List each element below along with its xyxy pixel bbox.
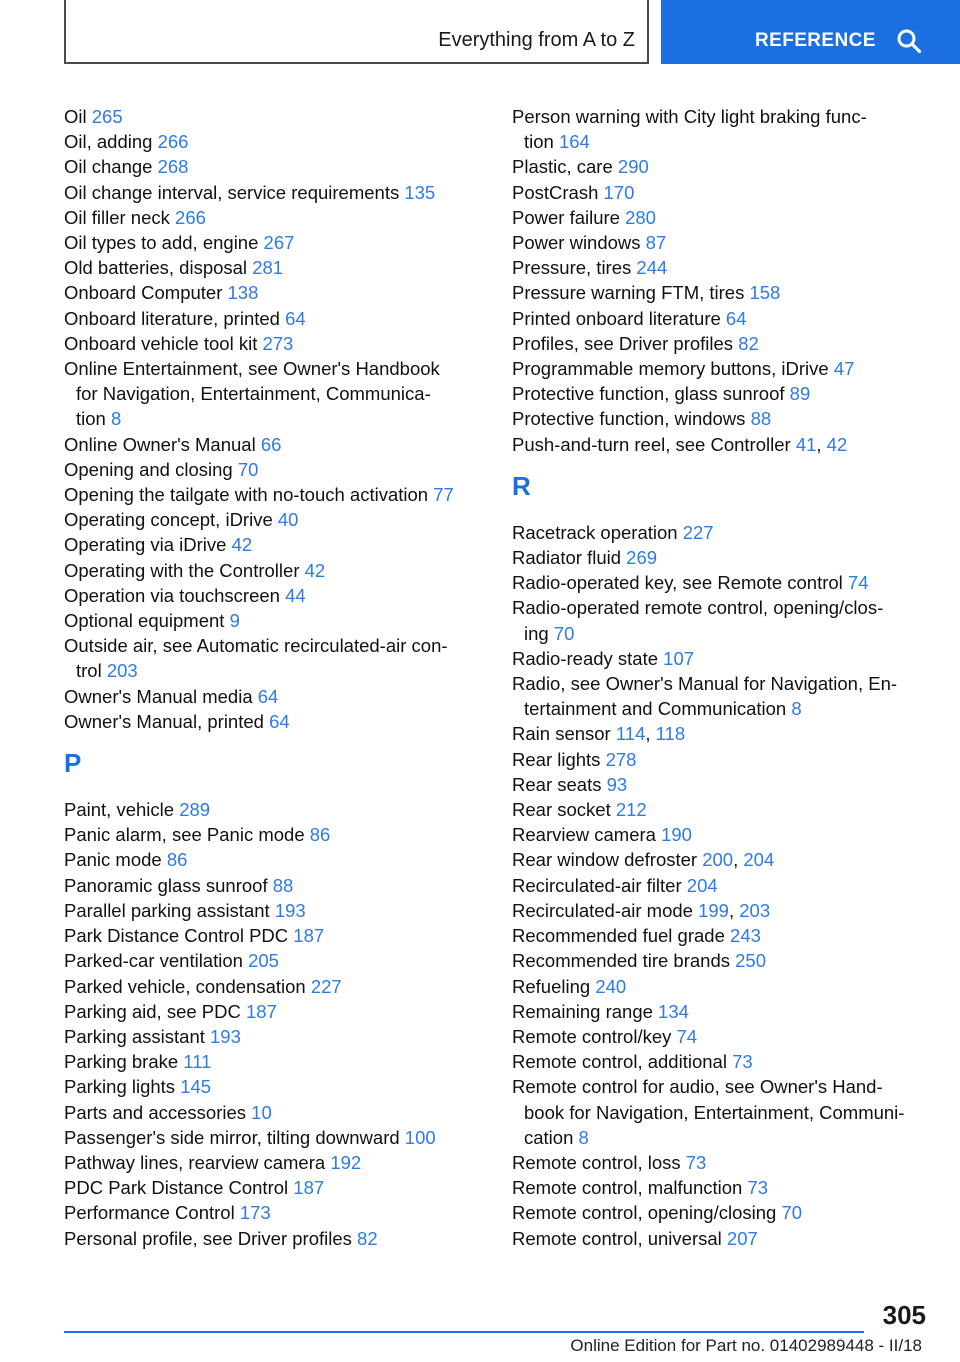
page-link[interactable]: 10 — [251, 1101, 272, 1123]
entry-text: Operation via touchscreen — [64, 584, 280, 606]
page-link[interactable]: 73 — [732, 1051, 753, 1073]
page-link[interactable]: 41 — [795, 433, 817, 455]
entry-text: Park Distance Control PDC — [64, 925, 289, 947]
page-link[interactable]: 193 — [210, 1025, 241, 1047]
entry-text: Radio-operated remote control, opening/clos- — [512, 597, 884, 619]
entry-text: Opening and closing — [64, 458, 233, 480]
index-entry — [64, 129, 476, 154]
page-separator: , — [733, 849, 744, 871]
page-link[interactable]: 268 — [157, 156, 189, 178]
entry-text: Refueling — [512, 975, 591, 997]
page-link[interactable]: 9 — [229, 610, 240, 632]
entry-text: Power windows — [512, 232, 641, 254]
index-entry — [512, 1175, 924, 1200]
index-entry — [512, 822, 924, 847]
entry-text: Parking lights — [64, 1076, 176, 1098]
entry-text: Recirculated-air filter — [512, 874, 682, 896]
entry-text: Rear socket — [512, 799, 611, 821]
page-link[interactable]: 47 — [833, 358, 855, 380]
index-entry — [512, 974, 924, 999]
index-entry — [64, 306, 476, 331]
index-entry — [512, 671, 924, 721]
page-link[interactable]: 100 — [404, 1126, 436, 1148]
page-separator: , — [728, 899, 740, 921]
index-column-left — [64, 104, 476, 1251]
entry-text: Remote control, malfunction — [512, 1177, 743, 1199]
page-number: 305 — [882, 1300, 926, 1330]
page-link[interactable]: 273 — [262, 332, 294, 354]
entry-text: Rearview camera — [512, 824, 656, 846]
page-link[interactable]: 170 — [603, 181, 635, 203]
page-link[interactable]: 74 — [676, 1025, 698, 1047]
index-entry — [64, 1024, 476, 1049]
page-link[interactable]: 42 — [231, 534, 253, 556]
index-entry — [512, 1074, 924, 1150]
entry-text: Recommended tire brands — [512, 950, 730, 972]
index-entry — [512, 721, 924, 746]
entry-text: Oil — [64, 106, 87, 127]
page-link[interactable]: 204 — [686, 874, 718, 896]
entry-text: Onboard Computer — [64, 282, 223, 304]
index-entry — [64, 999, 476, 1024]
page-link[interactable]: 212 — [615, 799, 647, 821]
entry-text: cation — [524, 1126, 574, 1148]
index-entry — [512, 545, 924, 570]
entry-text: Oil change interval, service requirements — [64, 181, 400, 203]
entry-text: Panic mode — [64, 849, 162, 871]
entry-text: Racetrack operation — [512, 521, 678, 543]
header-title-box — [64, 0, 649, 64]
page-link[interactable]: 8 — [791, 698, 802, 720]
page-link[interactable]: 114 — [615, 723, 646, 745]
index-entry — [64, 482, 476, 507]
entry-text: Rear lights — [512, 748, 601, 770]
page-link[interactable]: 8 — [578, 1126, 589, 1148]
index-entry — [512, 180, 924, 205]
index-entry — [64, 847, 476, 872]
entry-text: Rain sensor — [512, 723, 611, 745]
page-link[interactable]: 269 — [626, 547, 658, 569]
entry-text: Remote control, opening/closing — [512, 1202, 777, 1224]
page-link[interactable]: 118 — [655, 723, 686, 745]
index-entry — [64, 797, 476, 822]
page-link[interactable]: 265 — [91, 106, 123, 127]
index-entry — [64, 507, 476, 532]
entry-text: Old batteries, disposal — [64, 257, 248, 279]
index-entry — [512, 772, 924, 797]
page-link[interactable]: 44 — [285, 584, 306, 606]
page-link[interactable]: 86 — [166, 849, 188, 871]
page-link[interactable]: 266 — [175, 206, 206, 228]
entry-text: Optional equipment — [64, 610, 225, 632]
entry-text: Plastic, care — [512, 156, 613, 178]
page-separator: , — [645, 723, 656, 745]
index-column-right — [512, 104, 924, 1251]
entry-text: Remote control for audio, see Owner's Hand- — [512, 1076, 883, 1098]
index-entry — [64, 1125, 476, 1150]
footer-edition: Online Edition for Part no. 01402989448 - II/18 — [570, 1336, 922, 1355]
page-link[interactable]: 86 — [309, 824, 331, 846]
entry-text: Panoramic glass sunroof — [64, 874, 268, 896]
entry-text: Parked-car ventilation — [64, 950, 243, 972]
page-link[interactable]: 135 — [404, 181, 436, 203]
page-link[interactable]: 70 — [781, 1202, 803, 1224]
page-link[interactable]: 73 — [685, 1151, 707, 1173]
index-entry — [64, 558, 476, 583]
page-link[interactable]: 187 — [293, 925, 325, 947]
header-section-tab[interactable] — [661, 0, 960, 64]
index-entry — [64, 356, 476, 432]
index-entry — [512, 570, 924, 595]
index-entry — [512, 381, 924, 406]
header-title: Everything from A to Z — [438, 29, 635, 51]
entry-text: Profiles, see Driver profiles — [512, 332, 734, 354]
page-link[interactable]: 203 — [106, 660, 138, 682]
page-link[interactable]: 190 — [661, 824, 692, 846]
page-link[interactable]: 187 — [246, 1000, 277, 1022]
index-entry — [64, 974, 476, 999]
index-entry — [64, 1074, 476, 1099]
index-entry — [512, 1024, 924, 1049]
entry-text: Operating concept, iDrive — [64, 509, 273, 531]
page-link[interactable]: 290 — [617, 156, 649, 178]
index-entry — [64, 280, 476, 305]
page-link[interactable]: 82 — [738, 332, 759, 354]
index-entry — [512, 923, 924, 948]
index-entry — [512, 595, 924, 645]
page-link[interactable]: 8 — [110, 408, 122, 430]
page-link[interactable]: 243 — [730, 925, 761, 947]
entry-text: Passenger's side mirror, tilting downward — [64, 1126, 400, 1148]
entry-text: Operating via iDrive — [64, 534, 227, 556]
entry-text: Parts and accessories — [64, 1101, 247, 1123]
index-entry — [512, 898, 924, 923]
entry-text: Radio-ready state — [512, 647, 659, 669]
index-entry — [64, 532, 476, 557]
index-entry — [64, 948, 476, 973]
entry-text: Printed onboard literature — [512, 307, 721, 329]
entry-text: Remote control, additional — [512, 1051, 727, 1073]
entry-text: book for Navigation, Entertainment, Communi- — [524, 1101, 905, 1123]
entry-text: Remote control, universal — [512, 1227, 722, 1249]
page-link[interactable]: 70 — [237, 458, 259, 480]
entry-text: Onboard vehicle tool kit — [64, 332, 258, 354]
entry-text: PDC Park Distance Control — [64, 1177, 289, 1199]
page-link[interactable]: 158 — [749, 282, 781, 304]
page-link[interactable]: 193 — [274, 899, 306, 921]
entry-text: Parking assistant — [64, 1025, 205, 1047]
index-entry — [64, 923, 476, 948]
entry-text: Parking aid, see PDC — [64, 1000, 241, 1022]
index-entry — [64, 331, 476, 356]
index-entry — [64, 230, 476, 255]
entry-text: Parking brake — [64, 1051, 179, 1073]
page-link[interactable]: 66 — [260, 433, 282, 455]
index-entry — [512, 356, 924, 381]
index-entry — [64, 709, 476, 734]
entry-text: Power failure — [512, 206, 620, 228]
page-link[interactable]: 73 — [747, 1177, 769, 1199]
index-entry — [512, 847, 924, 872]
entry-text: Owner's Manual media — [64, 685, 253, 707]
entry-text: Remote control, loss — [512, 1151, 681, 1173]
page-link[interactable]: 42 — [826, 433, 848, 455]
entry-text: Panic alarm, see Panic mode — [64, 824, 305, 846]
entry-text: Oil types to add, engine — [64, 232, 259, 254]
page-link[interactable]: 88 — [750, 408, 772, 430]
entry-text: ing — [524, 622, 549, 644]
page-link[interactable]: 192 — [330, 1151, 362, 1173]
page-link[interactable]: 89 — [789, 383, 811, 405]
index-entry — [512, 432, 924, 457]
index-entry — [64, 822, 476, 847]
page-link[interactable]: 200 — [702, 849, 734, 871]
page-link[interactable]: 134 — [658, 1000, 689, 1022]
page-link[interactable]: 111 — [183, 1051, 212, 1073]
page-link[interactable]: 240 — [595, 975, 627, 997]
index-entry — [64, 1049, 476, 1074]
index-entry — [512, 230, 924, 255]
index-entry — [512, 1049, 924, 1074]
index-entry — [512, 154, 924, 179]
page-link[interactable]: 88 — [272, 874, 294, 896]
entry-text: Person warning with City light braking func- — [512, 106, 867, 127]
index-entry — [64, 608, 476, 633]
entry-text: Oil filler neck — [64, 206, 170, 228]
entry-text: Programmable memory buttons, iDrive — [512, 358, 829, 380]
index-entry — [512, 1226, 924, 1251]
index-entry — [64, 1150, 476, 1175]
index-entry — [64, 583, 476, 608]
page-link[interactable]: 138 — [227, 282, 259, 304]
entry-text: for Navigation, Entertainment, Communica- — [76, 383, 431, 405]
entry-text: Onboard literature, printed — [64, 307, 280, 329]
page-link[interactable]: 205 — [248, 950, 279, 972]
page-link[interactable]: 70 — [553, 622, 575, 644]
index-entry — [64, 873, 476, 898]
index-entry — [64, 154, 476, 179]
index-entry — [64, 684, 476, 709]
header-section-label: REFERENCE — [755, 30, 876, 51]
entry-text: Push-and-turn reel, see Controller — [512, 433, 791, 455]
entry-text: Outside air, see Automatic recirculated-air con- — [64, 635, 448, 657]
page-link[interactable]: 64 — [257, 685, 279, 707]
entry-text: PostCrash — [512, 181, 599, 203]
entry-text: Opening the tailgate with no-touch activation — [64, 484, 429, 506]
index-entry — [64, 255, 476, 280]
page-link[interactable]: 64 — [725, 307, 747, 329]
page-link[interactable]: 250 — [735, 950, 767, 972]
index-entry — [512, 873, 924, 898]
page-link[interactable]: 204 — [743, 849, 775, 871]
entry-text: Protective function, glass sunroof — [512, 383, 785, 405]
page-link[interactable]: 280 — [625, 206, 656, 228]
page-link[interactable]: 278 — [605, 748, 637, 770]
index-entry — [512, 1150, 924, 1175]
index-entry — [64, 1175, 476, 1200]
index-entry — [512, 797, 924, 822]
entry-text: Radio-operated key, see Remote control — [512, 572, 843, 594]
page-link[interactable]: 64 — [269, 710, 290, 732]
index-entry — [512, 280, 924, 305]
page-link[interactable]: 82 — [357, 1227, 378, 1249]
section-letter: R — [512, 470, 531, 501]
page-link[interactable]: 227 — [310, 975, 342, 997]
index-entry — [64, 1200, 476, 1225]
entry-text: Remaining range — [512, 1000, 653, 1022]
index-entry — [512, 1200, 924, 1225]
index-entry — [512, 205, 924, 230]
entry-text: Paint, vehicle — [64, 799, 175, 821]
entry-text: Oil change — [64, 156, 153, 178]
entry-text: trol — [76, 660, 102, 682]
entry-text: Online Owner's Manual — [64, 433, 256, 455]
page-link[interactable]: 107 — [663, 647, 695, 669]
index-entry — [512, 255, 924, 280]
index-entry — [512, 999, 924, 1024]
index-entry — [64, 205, 476, 230]
index-entry — [512, 948, 924, 973]
page-link[interactable]: 289 — [179, 799, 211, 821]
entry-text: Rear window defroster — [512, 849, 698, 871]
entry-text: Online Entertainment, see Owner's Handbook — [64, 358, 440, 380]
index-entry — [512, 646, 924, 671]
index-entry — [512, 747, 924, 772]
entry-text: Recommended fuel grade — [512, 925, 725, 947]
index-entry — [64, 1226, 476, 1251]
entry-text: Rear seats — [512, 773, 602, 795]
entry-text: Operating with the Controller — [64, 559, 300, 581]
page-link[interactable]: 145 — [180, 1076, 212, 1098]
index-entry — [64, 104, 476, 129]
page-link[interactable]: 42 — [304, 559, 326, 581]
page-link[interactable]: 64 — [285, 307, 306, 329]
index-entry — [512, 104, 924, 154]
index-entry — [64, 898, 476, 923]
entry-text: Personal profile, see Driver profiles — [64, 1227, 352, 1249]
page-link[interactable]: 227 — [682, 521, 714, 543]
entry-text: Radiator fluid — [512, 547, 622, 569]
index-entry — [64, 1100, 476, 1125]
entry-text: Radio, see Owner's Manual for Navigation, En- — [512, 673, 898, 695]
entry-text: Protective function, windows — [512, 408, 746, 430]
page-link[interactable]: 173 — [239, 1202, 271, 1224]
page-link[interactable]: 74 — [847, 572, 869, 594]
entry-text: Pressure, tires — [512, 257, 632, 279]
footer-divider — [64, 1331, 864, 1333]
entry-text: Performance Control — [64, 1202, 235, 1224]
index-entry — [512, 520, 924, 545]
entry-text: Pressure warning FTM, tires — [512, 282, 745, 304]
entry-text: Parallel parking assistant — [64, 899, 270, 921]
search-icon[interactable] — [896, 28, 922, 54]
page-link[interactable]: 267 — [263, 232, 295, 254]
index-entry — [64, 432, 476, 457]
page-link[interactable]: 207 — [726, 1227, 758, 1249]
page-link[interactable]: 93 — [606, 773, 628, 795]
entry-text: Recirculated-air mode — [512, 899, 693, 921]
page-link[interactable]: 203 — [739, 899, 771, 921]
index-entry — [64, 180, 476, 205]
page-link[interactable]: 244 — [636, 257, 668, 279]
index-entry — [512, 406, 924, 431]
entry-text: tion — [76, 408, 106, 430]
page-link[interactable]: 187 — [293, 1177, 325, 1199]
entry-text: Owner's Manual, printed — [64, 710, 264, 732]
section-letter: P — [64, 748, 82, 779]
entry-text: tion — [524, 131, 554, 153]
entry-text: Oil, adding — [64, 131, 153, 153]
entry-text: tertainment and Communication — [524, 698, 787, 720]
page-link[interactable]: 87 — [645, 232, 667, 254]
index-entry — [512, 331, 924, 356]
page-link[interactable]: 266 — [157, 131, 189, 153]
page-link[interactable]: 164 — [558, 131, 590, 153]
entry-text: Parked vehicle, condensation — [64, 975, 306, 997]
page-link[interactable]: 199 — [698, 899, 729, 921]
entry-text: Remote control/key — [512, 1025, 672, 1047]
index-entry — [64, 633, 476, 683]
page-link[interactable]: 40 — [277, 509, 299, 531]
index-entry — [64, 457, 476, 482]
page-link[interactable]: 77 — [433, 484, 454, 506]
entry-text: Pathway lines, rearview camera — [64, 1151, 326, 1173]
index-entry — [512, 306, 924, 331]
page-separator: , — [816, 433, 827, 455]
page-link[interactable]: 281 — [252, 257, 284, 279]
